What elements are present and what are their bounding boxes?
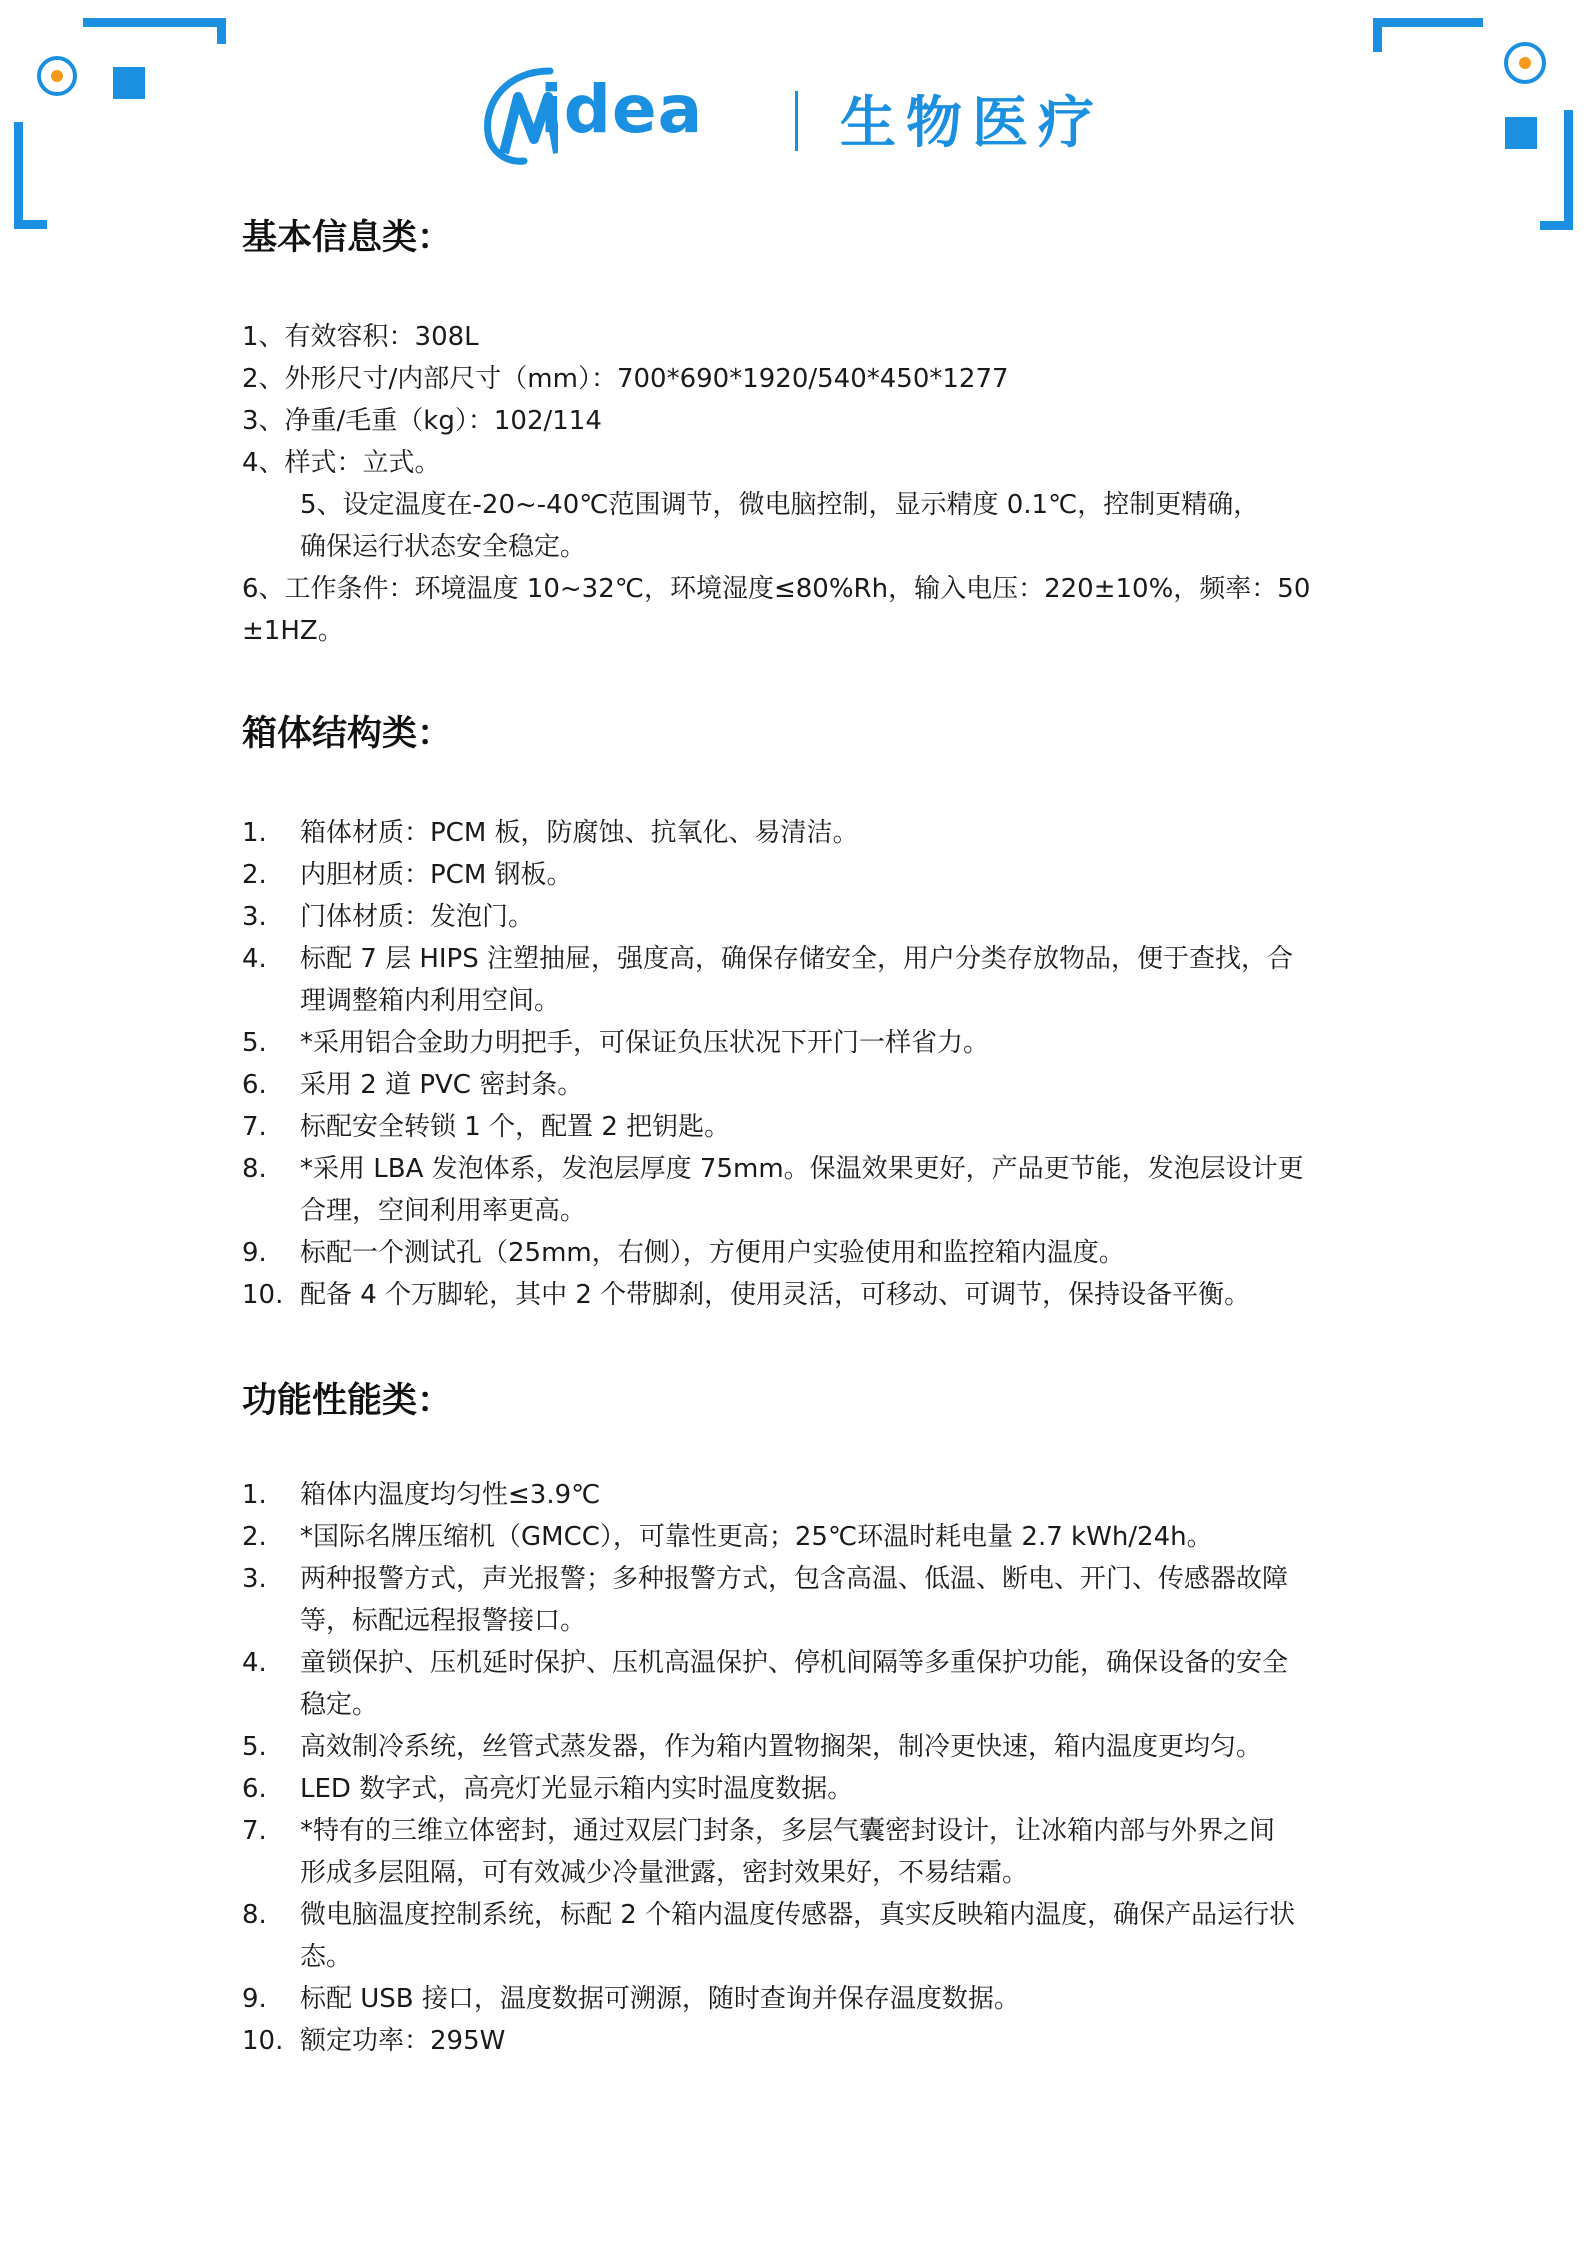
basic-line-1: 1、有效容积：308L xyxy=(242,322,479,352)
list-item-number: 7. xyxy=(242,1816,267,1846)
list-item-text: LED 数字式，高亮灯光显示箱内实时温度数据。 xyxy=(300,1774,854,1804)
list-item-number: 4. xyxy=(242,944,267,974)
list-item-text: 箱体内温度均匀性≤3.9℃ xyxy=(300,1480,601,1510)
list-item-text: 微电脑温度控制系统，标配 2 个箱内温度传感器，真实反映箱内温度，确保产品运行状 xyxy=(300,1900,1296,1930)
logo-division-name: 生物医疗 xyxy=(840,91,1104,156)
list-item-text: *采用铝合金助力明把手，可保证负压状况下开门一样省力。 xyxy=(300,1028,990,1058)
list-item-text: 采用 2 道 PVC 密封条。 xyxy=(300,1070,584,1100)
blue-square-icon xyxy=(113,67,145,99)
logo-wordmark: idea xyxy=(540,71,704,148)
orange-dot-ring-icon xyxy=(37,56,77,96)
list-item-number: 9. xyxy=(242,1238,267,1268)
midea-logo xyxy=(470,55,1130,165)
basic-line-6: 6、工作条件：环境温度 10~32℃，环境湿度≤80%Rh，输入电压：220±10%，频率：50 xyxy=(242,574,1311,604)
list-item-text: 理调整箱内利用空间。 xyxy=(300,986,561,1016)
basic-line-5-cont: 确保运行状态安全稳定。 xyxy=(300,532,587,562)
list-item-number: 2. xyxy=(242,1522,267,1552)
list-item-text: 配备 4 个万脚轮，其中 2 个带脚刹，使用灵活，可移动、可调节，保持设备平衡。 xyxy=(300,1280,1251,1310)
list-item-text: 标配 USB 接口，温度数据可溯源，随时查询并保存温度数据。 xyxy=(300,1984,1020,2014)
list-item-number: 5. xyxy=(242,1732,267,1762)
list-item-text: 高效制冷系统，丝管式蒸发器，作为箱内置物搁架，制冷更快速，箱内温度更均匀。 xyxy=(300,1732,1263,1762)
orange-dot-ring-icon xyxy=(1504,42,1546,84)
list-item-number: 3. xyxy=(242,1564,267,1594)
list-item-number: 3. xyxy=(242,902,267,932)
list-item-number: 7. xyxy=(242,1112,267,1142)
list-item-number: 9. xyxy=(242,1984,267,2014)
list-item-text: 内胆材质：PCM 钢板。 xyxy=(300,860,573,890)
list-item-text: 两种报警方式，声光报警；多种报警方式，包含高温、低温、断电、开门、传感器故障 xyxy=(300,1564,1289,1594)
list-item-text: 等，标配远程报警接口。 xyxy=(300,1606,587,1636)
list-item-text: 童锁保护、压机延时保护、压机高温保护、停机间隔等多重保护功能，确保设备的安全 xyxy=(300,1648,1289,1678)
blue-square-icon xyxy=(1505,117,1537,149)
list-item-text: 合理，空间利用率更高。 xyxy=(300,1196,587,1226)
list-item-text: 态。 xyxy=(300,1942,353,1972)
section-title-structure: 箱体结构类： xyxy=(242,714,453,754)
list-item-text: *采用 LBA 发泡体系，发泡层厚度 75mm。保温效果更好，产品更节能，发泡层设计更 xyxy=(300,1154,1304,1184)
list-item-text: 稳定。 xyxy=(300,1690,379,1720)
list-item-number: 5. xyxy=(242,1028,267,1058)
basic-line-3: 3、净重/毛重（kg）：102/114 xyxy=(242,406,602,436)
section-title-function: 功能性能类： xyxy=(242,1381,453,1421)
list-item-text: 标配 7 层 HIPS 注塑抽屉，强度高，确保存储安全，用户分类存放物品，便于查找，合 xyxy=(300,944,1294,974)
basic-line-2: 2、外形尺寸/内部尺寸（mm）：700*690*1920/540*450*1277 xyxy=(242,364,1009,394)
list-item-text: *特有的三维立体密封，通过双层门封条，多层气囊密封设计，让冰箱内部与外界之间 xyxy=(300,1816,1276,1846)
list-item-text: *国际名牌压缩机（GMCC），可靠性更高；25℃环温时耗电量 2.7 kWh/24h。 xyxy=(300,1522,1213,1552)
list-item-number: 1. xyxy=(242,1480,267,1510)
list-item-number: 10. xyxy=(242,2026,284,2056)
list-item-number: 10. xyxy=(242,1280,284,1310)
list-item-text: 箱体材质：PCM 板，防腐蚀、抗氧化、易清洁。 xyxy=(300,818,859,848)
list-item-text: 形成多层阻隔，可有效减少冷量泄露，密封效果好，不易结霜。 xyxy=(300,1858,1029,1888)
list-item-number: 4. xyxy=(242,1648,267,1678)
list-item-text: 标配安全转锁 1 个，配置 2 把钥匙。 xyxy=(300,1112,731,1142)
list-item-text: 额定功率：295W xyxy=(300,2026,506,2056)
basic-line-5: 5、设定温度在-20~-40℃范围调节，微电脑控制，显示精度 0.1℃，控制更精确， xyxy=(300,490,1260,520)
basic-line-6-cont: ±1HZ。 xyxy=(242,616,344,646)
list-item-number: 6. xyxy=(242,1774,267,1804)
basic-line-4: 4、样式：立式。 xyxy=(242,448,441,478)
list-item-number: 1. xyxy=(242,818,267,848)
list-item-number: 6. xyxy=(242,1070,267,1100)
section-title-basic: 基本信息类： xyxy=(242,218,453,258)
list-item-text: 门体材质：发泡门。 xyxy=(300,902,535,932)
list-item-number: 2. xyxy=(242,860,267,890)
list-item-number: 8. xyxy=(242,1900,267,1930)
list-item-text: 标配一个测试孔（25mm，右侧），方便用户实验使用和监控箱内温度。 xyxy=(300,1238,1125,1268)
logo-divider xyxy=(795,91,798,151)
list-item-number: 8. xyxy=(242,1154,267,1184)
